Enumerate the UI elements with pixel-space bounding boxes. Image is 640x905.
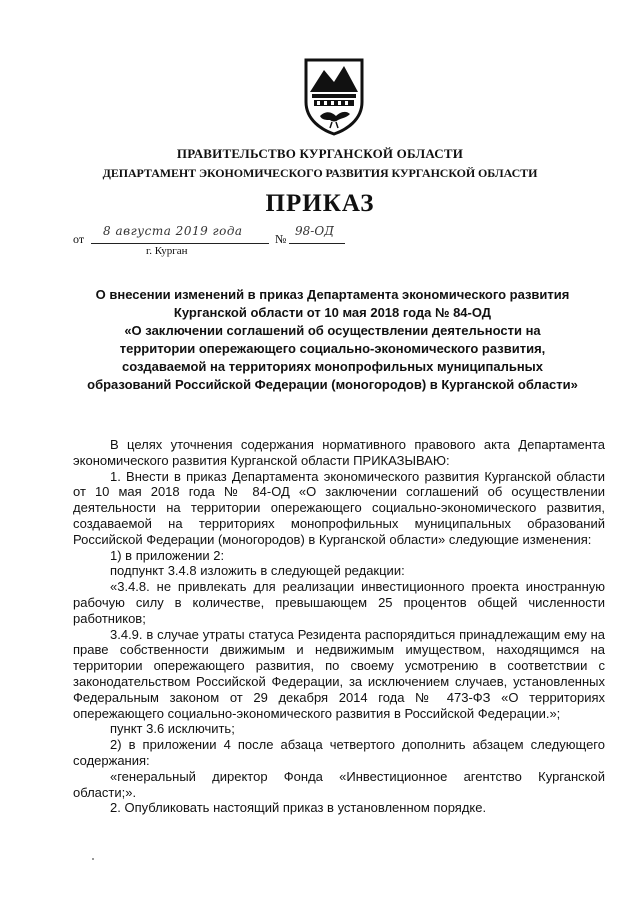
body-paragraph: 3.4.9. в случае утраты статуса Резидента распорядиться принадлежащим ему на праве собственности движимым и недвижимым имуществом, находящимся на территории опережающего развития, по своему усмотрению в соответствии с законодательством Российской Федерации, за исключением случаев, установленных Федеральным законом от 29 декабря 2014 года № 473-ФЗ «О территориях опережающего социально-экономического развития в Российской Федерации.»; <box>73 626 605 721</box>
document-title: ПРИКАЗ <box>265 190 375 217</box>
number-field <box>289 224 345 244</box>
body-paragraph: «генеральный директор Фонда «Инвестиционное агентство Курганской области;». <box>73 768 605 800</box>
subject-line: «О заключении соглашений об осуществлении деятельности на <box>124 323 541 338</box>
order-subject <box>70 286 595 394</box>
body-paragraph: В целях уточнения содержания нормативного правового акта Департамента экономического развития Курганской области ПРИКАЗЫВАЮ: <box>73 437 605 468</box>
number-label: № <box>275 232 287 246</box>
department-name: ДЕПАРТАМЕНТ ЭКОНОМИЧЕСКОГО РАЗВИТИЯ КУРГАНСКОЙ ОБЛАСТИ <box>102 166 538 180</box>
handwritten-number: 98-ОД <box>295 224 334 238</box>
body-paragraph: 2) в приложении 4 после абзаца четвертого дополнить абзацем следующего содержания: <box>73 737 605 768</box>
body-paragraph: 1) в приложении 2: <box>110 547 225 563</box>
kurgan-coat-of-arms-icon <box>302 56 366 136</box>
subject-line: территории опережающего социально-экономического развития, <box>119 341 546 356</box>
subject-line: образований Российской Федерации (моногородов) в Курганской области» <box>87 377 578 392</box>
body-paragraph: пункт 3.6 исключить; <box>110 721 235 737</box>
subject-line: создаваемой на территориях монопрофильных муниципальных <box>121 359 544 374</box>
subject-line: Курганской области от 10 мая 2018 года № 84-ОД <box>173 305 492 320</box>
date-field <box>91 224 269 244</box>
city-label: г. Курган <box>146 245 188 257</box>
body-paragraph: 2. Опубликовать настоящий приказ в установленном порядке. <box>110 800 487 816</box>
body-paragraph: 1. Внести в приказ Департамента экономического развития Курганской области от 10 мая 2018 года № 84-ОД «О заключении соглашений об осуществлении деятельности на территории опережающего социально-экономического развития, создаваемой на территориях монопрофильных муниципальных образований Российской Федерации (моногородов) в Курганской области» следующие изменения: <box>73 468 605 547</box>
body-paragraph: «3.4.8. не привлекать для реализации инвестиционного проекта иностранную рабочую силу в количестве, превышающем 25 процентов общей численности работников; <box>73 579 605 626</box>
order-body <box>73 437 605 816</box>
scan-speck <box>92 858 94 860</box>
government-name: ПРАВИТЕЛЬСТВО КУРГАНСКОЙ ОБЛАСТИ <box>176 146 464 161</box>
from-label: от <box>73 232 85 246</box>
handwritten-date: 8 августа 2019 года <box>103 224 243 238</box>
body-paragraph: подпункт 3.4.8 изложить в следующей редакции: <box>110 563 405 579</box>
date-number-line <box>73 224 373 248</box>
subject-line: О внесении изменений в приказ Департамента экономического развития <box>95 287 570 302</box>
